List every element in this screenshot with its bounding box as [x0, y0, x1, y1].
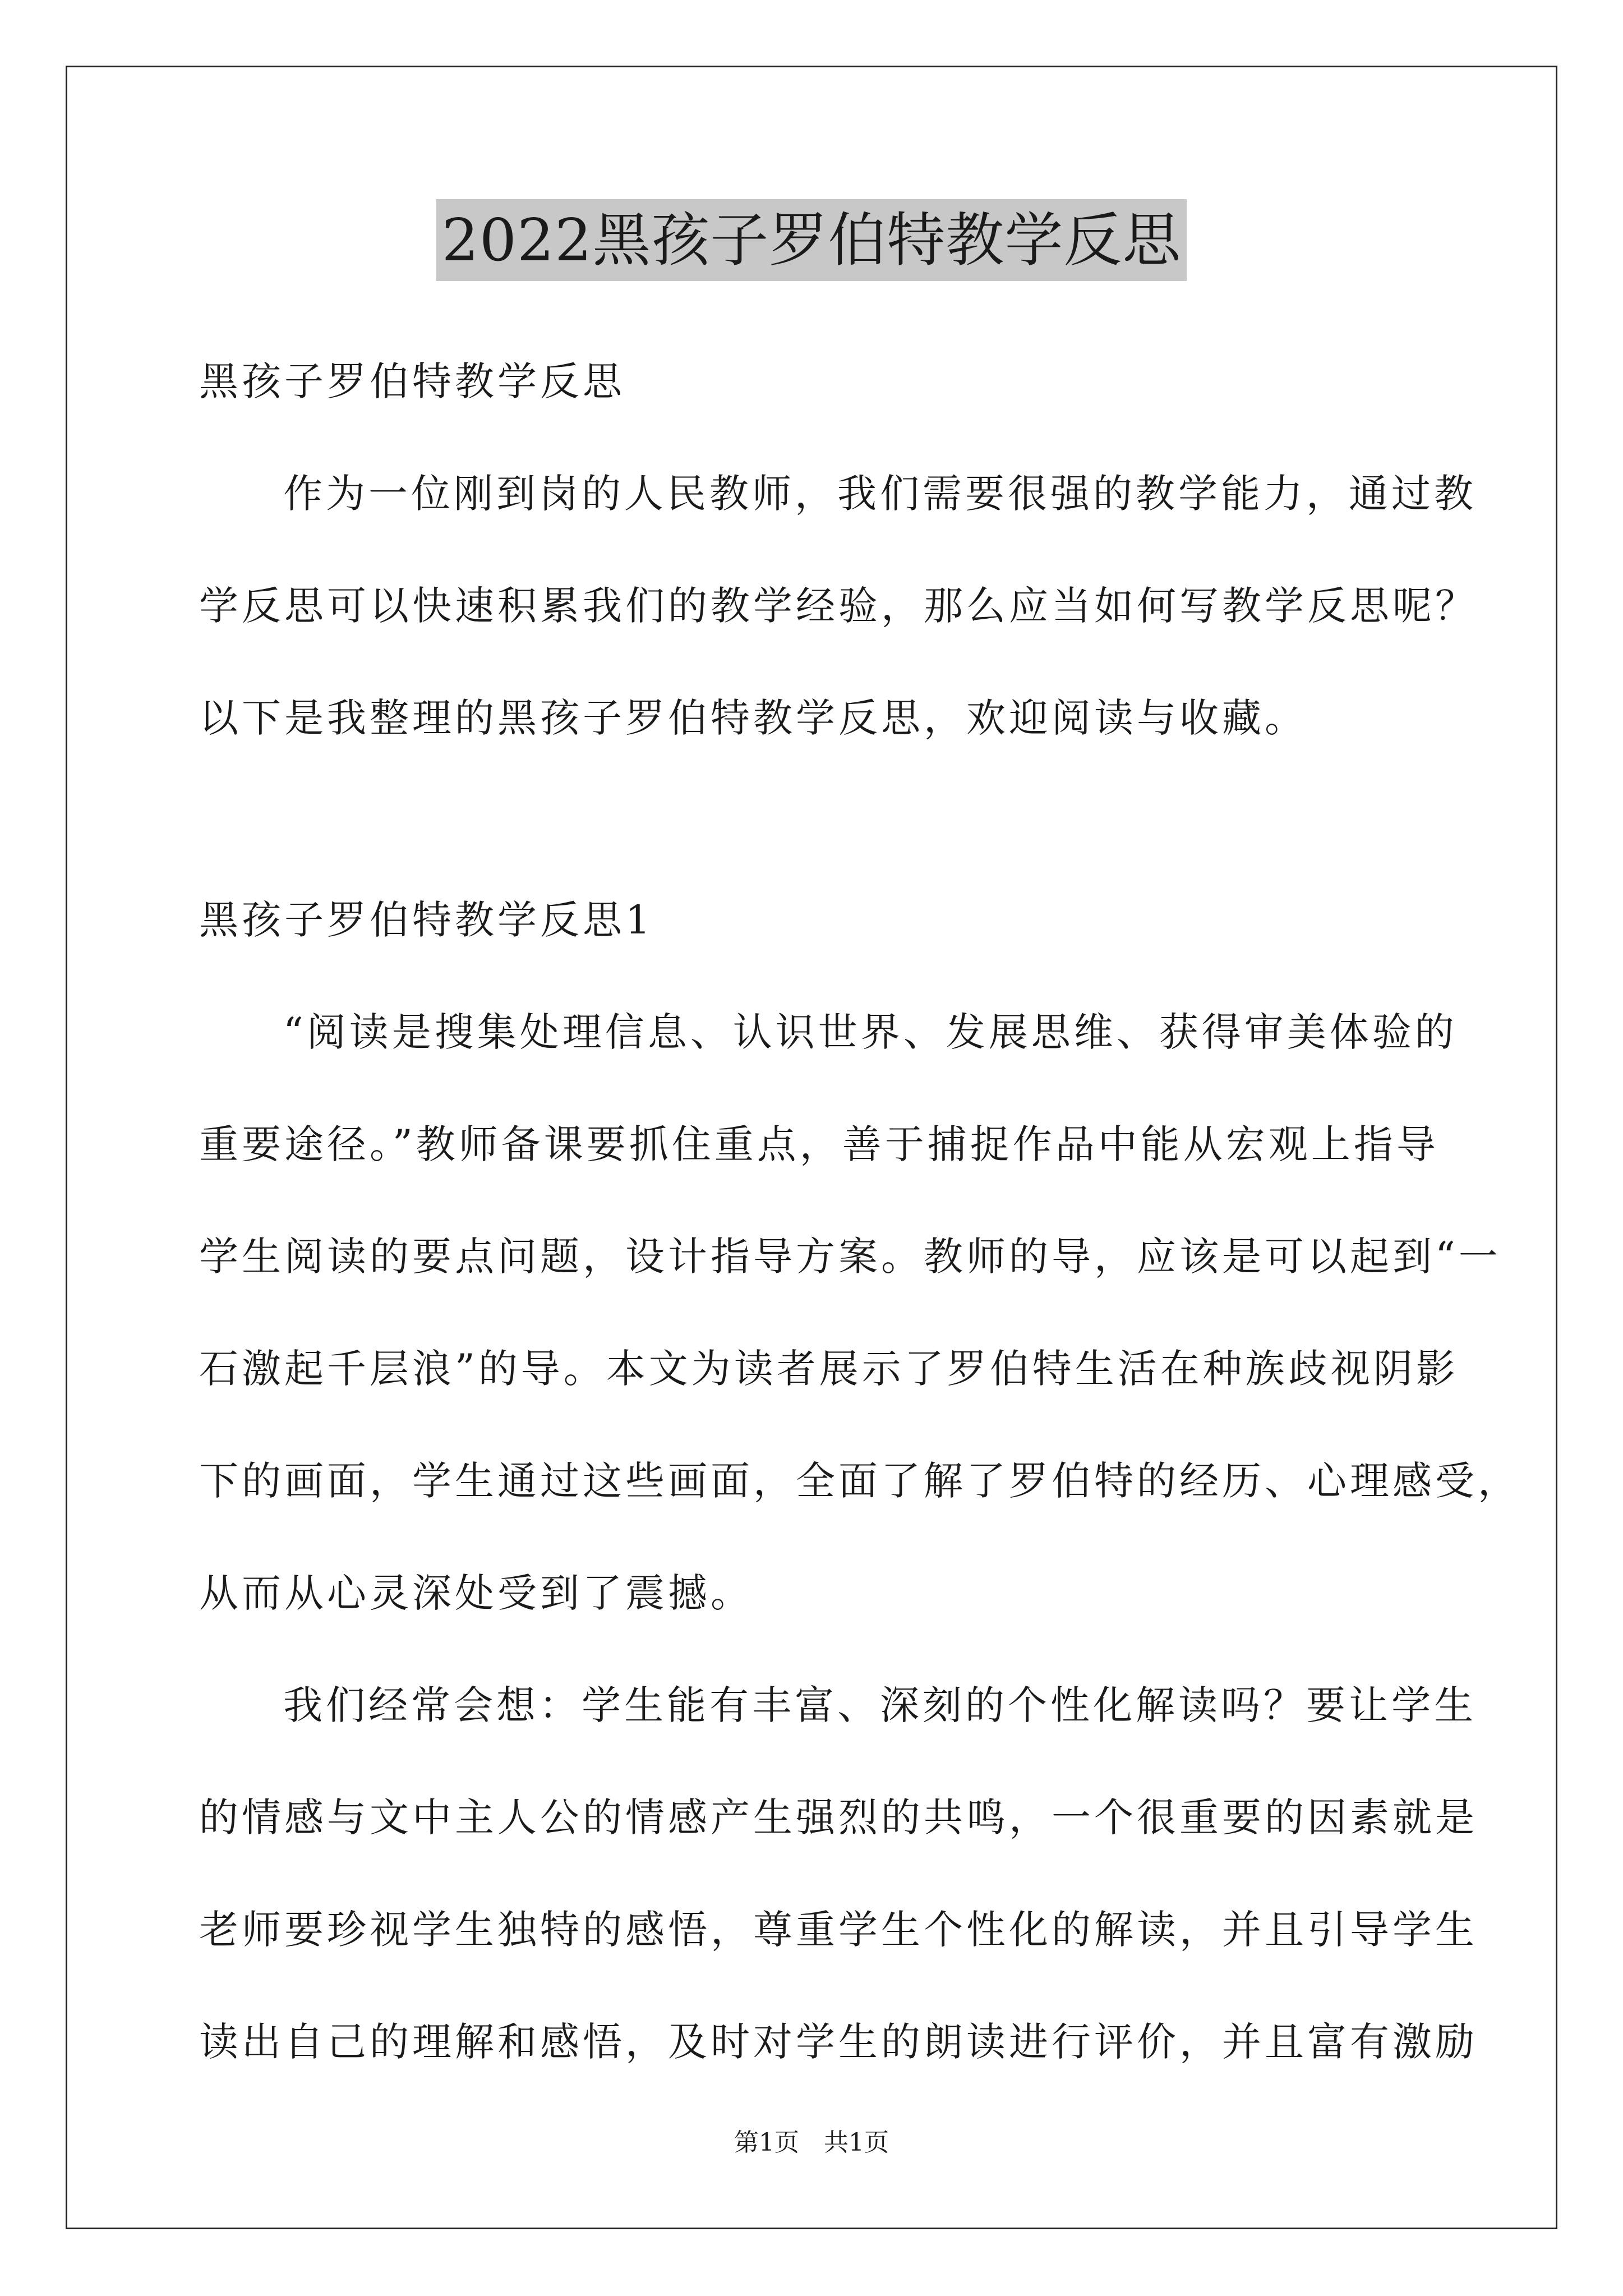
paragraph-1-line: 石激起千层浪”的导。本文为读者展示了罗伯特生活在种族歧视阴影 [199, 1346, 1459, 1392]
paragraph-2-line: 读出自己的理解和感悟，及时对学生的朗读进行评价，并且富有激励 [199, 2019, 1478, 2065]
section-heading: 黑孩子罗伯特教学反思1 [199, 897, 654, 943]
page-footer: 第1页 共1页 [734, 2128, 889, 2157]
intro-line: 学反思可以快速积累我们的教学经验，那么应当如何写教学反思呢？ [199, 583, 1478, 629]
paragraph-1-line: 重要途径。”教师备课要抓住重点，善于捕捉作品中能从宏观上指导 [199, 1121, 1439, 1167]
paragraph-1-line: 从而从心灵深处受到了震撼。 [199, 1570, 753, 1616]
document-title: 2022黑孩子罗伯特教学反思 [436, 199, 1187, 281]
paragraph-1-line: “阅读是搜集处理信息、认识世界、发展思维、获得审美体验的 [283, 1009, 1458, 1055]
paragraph-1-line: 下的画面，学生通过这些画面，全面了解了罗伯特的经历、心理感受， [199, 1458, 1520, 1504]
title-container [0, 199, 1623, 281]
paragraph-2-line: 的情感与文中主人公的情感产生强烈的共鸣，一个很重要的因素就是 [199, 1795, 1478, 1841]
paragraph-1-line: 学生阅读的要点问题，设计指导方案。教师的导，应该是可以起到“一 [199, 1234, 1501, 1280]
paragraph-2-line: 我们经常会想：学生能有丰富、深刻的个性化解读吗？要让学生 [283, 1682, 1477, 1728]
intro-line: 作为一位刚到岗的人民教师，我们需要很强的教学能力，通过教 [283, 471, 1477, 517]
document-body [199, 325, 1478, 774]
subtitle: 黑孩子罗伯特教学反思 [199, 358, 625, 404]
intro-line: 以下是我整理的黑孩子罗伯特教学反思，欢迎阅读与收藏。 [199, 695, 1307, 741]
section-1 [199, 864, 1520, 2098]
paragraph-2-line: 老师要珍视学生独特的感悟，尊重学生个性化的解读，并且引导学生 [199, 1907, 1478, 1953]
